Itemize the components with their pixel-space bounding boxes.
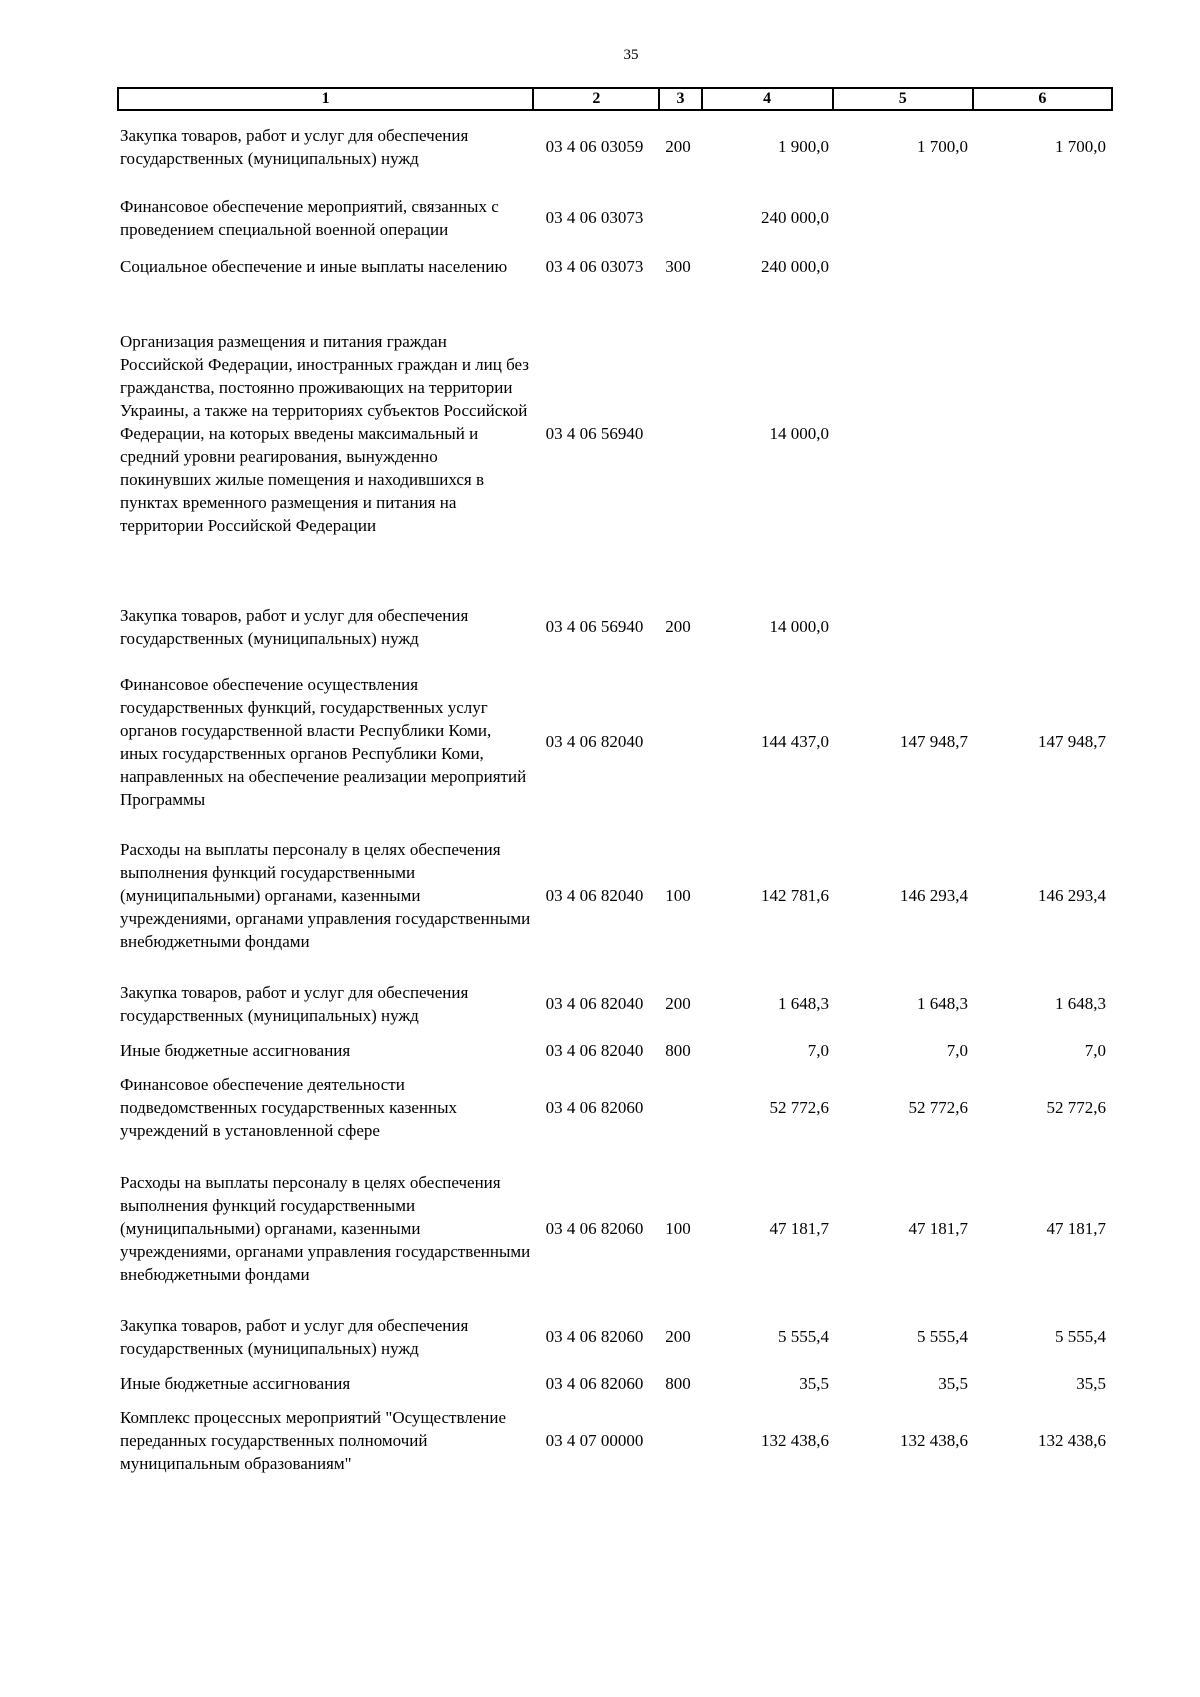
row-code: 03 4 07 00000 — [545, 1430, 644, 1450]
row-code: 03 4 06 82060 — [545, 1218, 644, 1238]
row-name: Закупка товаров, работ и услуг для обеспечения государственных (муниципальных) нужд — [120, 983, 469, 1025]
table-row — [117, 124, 1113, 170]
row-code: 03 4 06 56940 — [545, 423, 644, 443]
table-row — [117, 255, 1113, 278]
row-value-3: 35,5 — [1076, 1373, 1106, 1393]
row-type: 800 — [665, 1373, 691, 1393]
row-code: 03 4 06 82060 — [545, 1373, 644, 1393]
table-row — [117, 330, 1113, 537]
row-value-1: 1 648,3 — [778, 994, 829, 1013]
header-col-1: 1 — [118, 88, 533, 110]
row-value-1: 132 438,6 — [761, 1430, 829, 1450]
row-code: 03 4 06 82040 — [545, 732, 644, 751]
row-code: 03 4 06 82040 — [545, 885, 644, 905]
row-code: 03 4 06 03073 — [545, 208, 644, 227]
row-value-2: 5 555,4 — [917, 1327, 968, 1346]
row-code: 03 4 06 82060 — [545, 1097, 644, 1117]
row-value-1: 14 000,0 — [769, 423, 829, 443]
row-code: 03 4 06 03059 — [545, 137, 644, 156]
row-name: Финансовое обеспечение мероприятий, связанных с проведением специальной военной операции — [120, 197, 499, 239]
table-row — [117, 1171, 1113, 1286]
row-name: Иные бюджетные ассигнования — [120, 1041, 351, 1060]
row-code: 03 4 06 56940 — [545, 617, 644, 636]
row-value-3: 52 772,6 — [1046, 1097, 1106, 1117]
row-value-1: 14 000,0 — [769, 617, 829, 636]
header-col-4: 4 — [702, 88, 833, 110]
table-header — [117, 87, 1113, 111]
row-name: Финансовое обеспечение деятельности подведомственных государственных казенных учреждений в установленной сфере — [120, 1075, 458, 1140]
row-value-3: 146 293,4 — [1038, 885, 1106, 905]
row-name: Финансовое обеспечение осуществления государственных функций, государственных услуг органов государственной власти Республики Коми, иных государственных органов Республики Коми, направленных на обеспечение реализации мероприятий Программы — [120, 675, 527, 809]
row-value-3: 147 948,7 — [1038, 732, 1106, 751]
row-value-3: 47 181,7 — [1046, 1218, 1106, 1238]
table-row — [117, 673, 1113, 811]
row-type: 300 — [665, 256, 691, 276]
header-col-5: 5 — [833, 88, 973, 110]
row-value-2: 35,5 — [938, 1373, 968, 1393]
row-type: 100 — [665, 885, 691, 905]
row-value-2: 52 772,6 — [908, 1097, 968, 1117]
table-row — [117, 838, 1113, 953]
page-number: 35 — [623, 47, 639, 63]
row-value-2: 146 293,4 — [900, 885, 968, 905]
table-row — [117, 604, 1113, 650]
header-col-2: 2 — [533, 88, 659, 110]
row-type: 200 — [665, 617, 691, 636]
row-name: Расходы на выплаты персоналу в целях обеспечения выполнения функций государственными (муниципальными) органами, казенными учреждениями, органами управления государственными внебюджетными фондами — [120, 840, 531, 951]
row-type: 200 — [665, 137, 691, 156]
header-col-3: 3 — [659, 88, 701, 110]
row-type: 200 — [665, 994, 691, 1013]
row-value-2: 47 181,7 — [908, 1218, 968, 1238]
row-type: 100 — [665, 1218, 691, 1238]
table-row — [117, 195, 1113, 241]
row-code: 03 4 06 82040 — [545, 1040, 644, 1060]
row-value-2: 132 438,6 — [900, 1430, 968, 1450]
row-value-3: 5 555,4 — [1055, 1327, 1106, 1346]
row-value-1: 5 555,4 — [778, 1327, 829, 1346]
header-col-6: 6 — [973, 88, 1112, 110]
row-value-3: 1 700,0 — [1055, 137, 1106, 156]
row-type: 800 — [665, 1040, 691, 1060]
row-value-2: 147 948,7 — [900, 732, 968, 751]
row-name: Иные бюджетные ассигнования — [120, 1374, 351, 1393]
table-row — [117, 1039, 1113, 1062]
row-code: 03 4 06 03073 — [545, 256, 644, 276]
table-row — [117, 1406, 1113, 1475]
table-row — [117, 1073, 1113, 1142]
row-name: Закупка товаров, работ и услуг для обеспечения государственных (муниципальных) нужд — [120, 126, 469, 168]
row-code: 03 4 06 82040 — [545, 994, 644, 1013]
row-value-1: 240 000,0 — [761, 208, 829, 227]
row-value-3: 7,0 — [1084, 1040, 1106, 1060]
row-value-3: 1 648,3 — [1055, 994, 1106, 1013]
table-row — [117, 1314, 1113, 1360]
row-value-2: 1 700,0 — [917, 137, 968, 156]
table-row — [117, 1372, 1113, 1395]
row-value-1: 7,0 — [807, 1040, 829, 1060]
row-value-1: 1 900,0 — [778, 137, 829, 156]
row-value-2: 1 648,3 — [917, 994, 968, 1013]
row-value-1: 240 000,0 — [761, 256, 829, 276]
row-name: Социальное обеспечение и иные выплаты населению — [120, 257, 508, 276]
table-row — [117, 981, 1113, 1027]
row-value-1: 144 437,0 — [761, 732, 829, 751]
row-value-1: 35,5 — [799, 1373, 829, 1393]
row-code: 03 4 06 82060 — [545, 1327, 644, 1346]
row-value-2: 7,0 — [946, 1040, 968, 1060]
row-name: Закупка товаров, работ и услуг для обеспечения государственных (муниципальных) нужд — [120, 1316, 469, 1358]
row-name: Организация размещения и питания граждан Российской Федерации, иностранных граждан и лиц без гражданства, постоянно проживающих на территории Украины, а также на территориях субъектов Российской Федерации, на которых введены максимальный и средний уровни реагирования, вынужденно покинувших жилые помещения и находившихся в пунктах временного размещения и питания на территории Российской Федерации — [120, 332, 530, 535]
row-type: 200 — [665, 1327, 691, 1346]
row-name: Закупка товаров, работ и услуг для обеспечения государственных (муниципальных) нужд — [120, 606, 469, 648]
row-name: Расходы на выплаты персоналу в целях обеспечения выполнения функций государственными (муниципальными) органами, казенными учреждениями, органами управления государственными внебюджетными фондами — [120, 1173, 531, 1284]
row-value-1: 47 181,7 — [769, 1218, 829, 1238]
row-name: Комплекс процессных мероприятий "Осуществление переданных государственных полномочий муниципальным образованиям" — [120, 1408, 507, 1473]
row-value-1: 52 772,6 — [769, 1097, 829, 1117]
row-value-1: 142 781,6 — [761, 885, 829, 905]
row-value-3: 132 438,6 — [1038, 1430, 1106, 1450]
